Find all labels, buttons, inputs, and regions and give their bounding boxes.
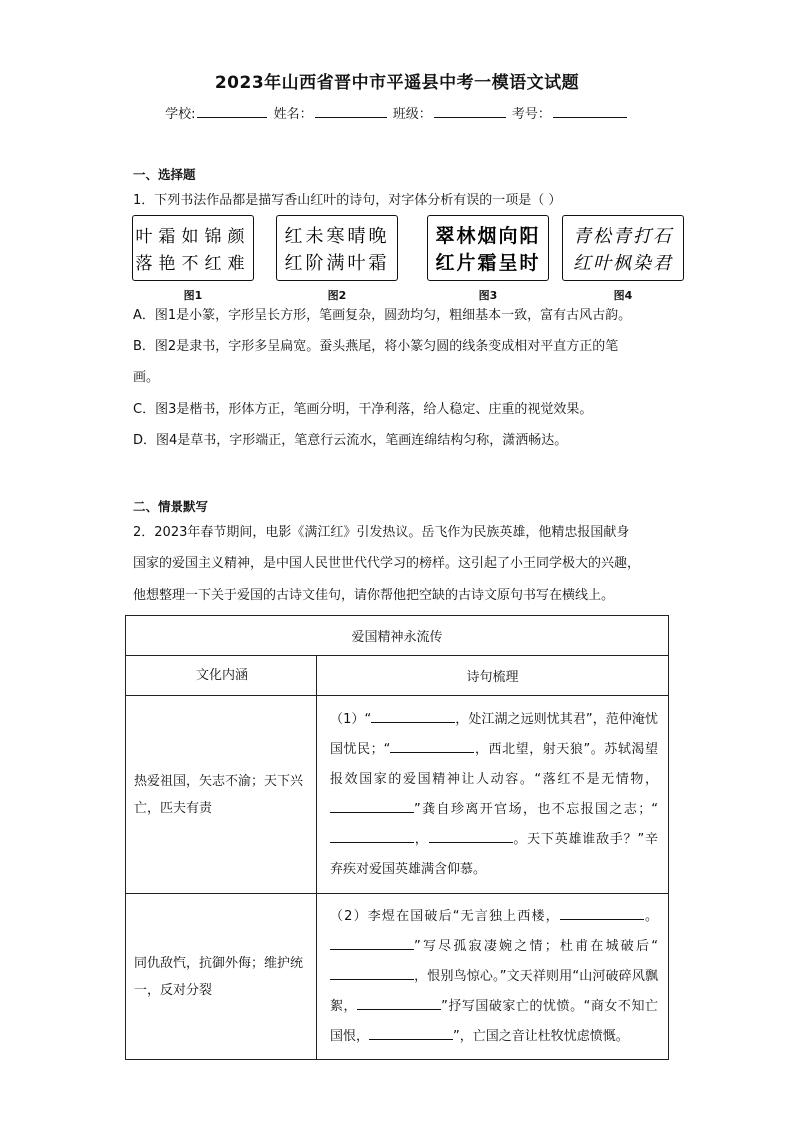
figure-4-image xyxy=(562,215,684,281)
class-label: 班级： xyxy=(392,107,432,122)
answer-blank-4[interactable] xyxy=(330,828,414,843)
figure-1-image xyxy=(132,215,254,281)
option-b-continued: 画。 xyxy=(133,370,160,385)
figure-4-row2: 红叶枫染君 xyxy=(573,253,673,274)
row1-theme: 热爱祖国，矢志不渝；天下兴亡，匹夫有责 xyxy=(126,696,317,894)
figure-3-image xyxy=(427,215,549,281)
question2-line3: 他想整理一下关于爱国的古诗文佳句，请你帮他把空缺的古诗文原句书写在横线上。 xyxy=(133,588,615,603)
figure-2-row2: 红阶满叶霜 xyxy=(284,253,390,274)
figure-1-row1: 叶霜如锦颜 xyxy=(135,227,251,247)
regular-script-image xyxy=(428,216,548,280)
option-d[interactable]: D．图4是草书，字形端正，笔意行云流水，笔画连绵结构匀称，潇洒畅达。 xyxy=(133,433,568,448)
answer-blank-6[interactable] xyxy=(560,905,644,920)
table-row xyxy=(126,696,669,894)
option-a[interactable]: A．图1是小篆，字形呈长方形，笔画复杂，圆劲均匀，粗细基本一致，富有古风古韵。 xyxy=(133,308,632,323)
row1-poems xyxy=(317,696,669,894)
figure-1-row2: 落艳不红难 xyxy=(135,254,251,274)
figure-2-row1: 红未寒晴晚 xyxy=(284,226,390,247)
question1-stem: 1．下列书法作品都是描写香山红叶的诗句，对字体分析有误的一项是（ ） xyxy=(133,193,562,208)
figure-1 xyxy=(132,215,254,303)
calligraphy-figures xyxy=(132,215,684,307)
figure-4-row1: 青松青打石 xyxy=(573,226,673,247)
class-blank[interactable] xyxy=(434,104,506,118)
figure-2 xyxy=(276,215,398,303)
figure-3 xyxy=(427,215,549,303)
name-label: 姓名： xyxy=(273,107,313,122)
seal-script-image xyxy=(133,216,253,280)
figure-2-image xyxy=(276,215,398,281)
cursive-script-image xyxy=(563,216,683,280)
table-row xyxy=(126,894,669,1060)
figure-3-row2: 红片霜呈时 xyxy=(435,252,541,274)
section2-heading: 二、情景默写 xyxy=(133,499,209,514)
answer-blank-9[interactable] xyxy=(357,995,441,1010)
row2-theme: 同仇敌忾，抗御外侮；维护统一，反对分裂 xyxy=(126,894,317,1060)
question2-line2: 国家的爱国主义精神，是中国人民世世代代学习的榜样。这引起了小王同学极大的兴趣， xyxy=(133,556,641,571)
figure-1-caption: 图1 xyxy=(183,289,203,302)
column-header-poems: 诗句梳理 xyxy=(317,656,669,696)
row1-text: ，西北望，射天狼”。苏轼渴望报效国家的爱国精神让人动容。“落红不是无情物， xyxy=(330,741,658,787)
row1-text: ， xyxy=(414,831,429,847)
answer-blank-10[interactable] xyxy=(369,1025,453,1040)
row2-text: ，恨别鸟惊心。”文天祥则用“山河破碎风飘絮， xyxy=(330,968,658,1014)
figure-3-row1: 翠林烟向阳 xyxy=(435,225,541,247)
school-label: 学校: xyxy=(165,107,196,122)
figure-4 xyxy=(562,215,684,303)
question2-line1: 2．2023年春节期间，电影《满江红》引发热议。岳飞作为民族英雄，他精忠报国献身 xyxy=(133,525,630,540)
row1-text: （1）“ xyxy=(330,711,372,727)
row2-poems xyxy=(317,894,669,1060)
row2-text: ”抒写国破家亡的忧愤。“商女不知亡国恨， xyxy=(330,998,658,1044)
option-b[interactable]: B．图2是隶书，字形多呈扁宽。蚕头燕尾，将小篆匀圆的线条变成相对平直方正的笔 xyxy=(133,339,619,354)
poetry-table xyxy=(125,615,669,1060)
number-blank[interactable] xyxy=(553,104,627,118)
column-header-culture: 文化内涵 xyxy=(126,656,317,696)
row2-text: ”写尽孤寂凄婉之情；杜甫在城破后“ xyxy=(414,938,658,954)
answer-blank-1[interactable] xyxy=(371,708,455,723)
row1-text: 。天下英雄谁敌手？”辛弃疾对爱国英雄满含仰慕。 xyxy=(330,831,658,877)
figure-4-caption: 图4 xyxy=(613,289,633,302)
figure-3-caption: 图3 xyxy=(478,289,498,302)
option-c[interactable]: C．图3是楷书，形体方正，笔画分明，干净利落，给人稳定、庄重的视觉效果。 xyxy=(133,402,593,417)
row2-text: 。 xyxy=(643,908,658,924)
row2-text: （2）李煜在国破后“无言独上西楼， xyxy=(330,908,560,924)
school-blank[interactable] xyxy=(197,104,267,118)
figure-2-caption: 图2 xyxy=(327,289,347,302)
answer-blank-8[interactable] xyxy=(330,965,414,980)
row1-text: ”龚自珍离开官场，也不忘报国之志；“ xyxy=(414,801,658,817)
answer-blank-5[interactable] xyxy=(429,828,513,843)
answer-blank-3[interactable] xyxy=(330,798,414,813)
student-info-line xyxy=(0,103,794,122)
name-blank[interactable] xyxy=(315,104,387,118)
number-label: 考号： xyxy=(511,107,551,122)
table-caption: 爱国精神永流传 xyxy=(126,616,669,656)
answer-blank-7[interactable] xyxy=(330,935,414,950)
answer-blank-2[interactable] xyxy=(390,738,474,753)
row1-text: ，处江湖之远则忧其君”，范仲淹忧国忧民；“ xyxy=(330,711,658,757)
section1-heading: 一、选择题 xyxy=(133,167,196,182)
clerical-script-image xyxy=(277,216,397,280)
exam-title: 2023年山西省晋中市平遥县中考一模语文试题 xyxy=(214,73,580,93)
row2-text: ”，亡国之音让杜牧忧虑愤慨。 xyxy=(453,1028,629,1044)
